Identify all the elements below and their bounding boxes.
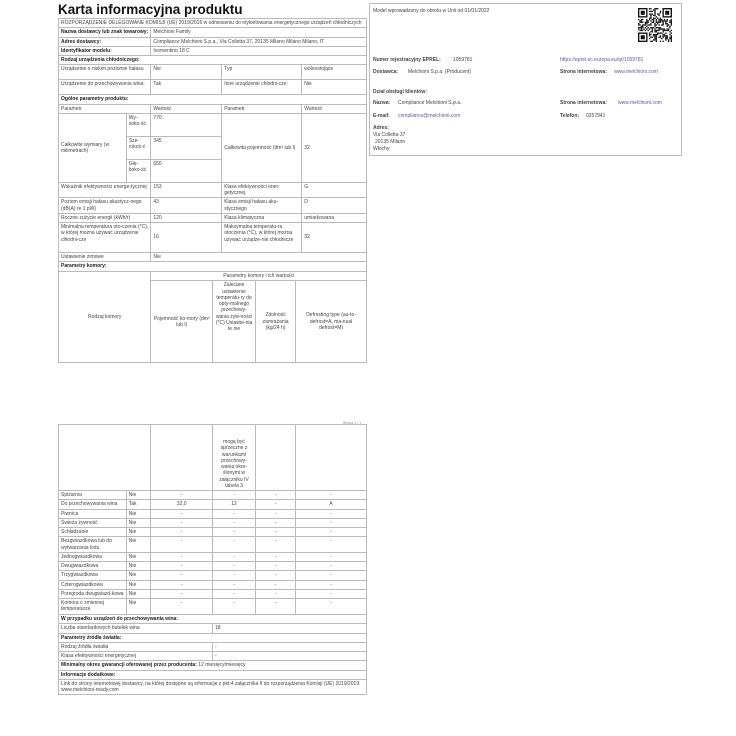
- table-row: [59, 599, 367, 615]
- volume-label: Całkowita pojemność (dm³ lub l): [222, 113, 302, 182]
- address-label-right: Adres:: [373, 125, 389, 131]
- compartment-defrost: -: [296, 589, 367, 598]
- compartment-name: Czterogwiazdkowa: [59, 580, 127, 589]
- compartment-defrost: -: [296, 571, 367, 580]
- max-temp-label: Maksymalna temperatu-ra otoczenia (°C), w której można używać urządze-nie chłodnicze: [222, 223, 302, 253]
- noise-label: Poziom emisji hałasu akustycz-nego (dB(A) re 1 pW): [59, 198, 151, 214]
- compartment-volume: -: [151, 509, 213, 518]
- winter-label: Ustawienie zimowe: [59, 253, 151, 262]
- compartment-freeze: -: [256, 500, 296, 509]
- compartment-temp: -: [212, 589, 255, 598]
- type-value: wolnostojące: [302, 65, 367, 80]
- regulation-text: ROZPORZĄDZENIE DELEGOWANE KOMISJI (UE) 2019/2016 w odniesieniu do etykietowania energetycznego urządzeń chłodniczych: [59, 19, 367, 28]
- supplier-name-value: Melchioni Family: [151, 28, 367, 37]
- energy-class-value: G: [302, 182, 367, 198]
- table-row: [59, 571, 367, 580]
- compartment-name: Piwnica: [59, 509, 127, 518]
- compartment-temp: -: [212, 509, 255, 518]
- wine-label: Urządzenie do przechowywania wina:: [59, 80, 151, 95]
- light-type-value: -: [213, 642, 367, 651]
- general-heading: Ogólne parametry produktu:: [59, 95, 367, 104]
- compartment-volume: -: [151, 518, 213, 527]
- bottles-value: 18: [213, 624, 367, 633]
- model-value: Ivomentino 18 C: [151, 46, 367, 55]
- address-line-3: Włochy: [373, 146, 390, 152]
- compartment-defrost: -: [296, 518, 367, 527]
- table-row: [59, 528, 367, 537]
- reg-value: 1059781: [453, 57, 473, 63]
- light-class-value: -: [213, 652, 367, 661]
- compartment-present: Nie: [126, 528, 151, 537]
- web2-label: Strona internetowa:: [560, 100, 607, 106]
- compartment-name: Świeża żywność: [59, 518, 127, 527]
- aec-label: Roczne zużycie energii (kWh/r): [59, 213, 151, 222]
- compartment-name: Do przechowywania wina: [59, 500, 127, 509]
- noise-value: 43: [151, 198, 222, 214]
- depth-value: 650: [151, 159, 222, 182]
- compartment-freeze: -: [256, 528, 296, 537]
- eprel-panel: [369, 3, 682, 156]
- compartment-name: Trzygwiazdkowa: [59, 571, 127, 580]
- guarantee-label: Minimalny okres gwarancji oferowanej przez producenta:: [61, 662, 197, 669]
- depth-label: Głę-boko-ść: [126, 159, 151, 182]
- table-row: [59, 500, 367, 509]
- table-row: [59, 552, 367, 561]
- table-row: [59, 509, 367, 518]
- compartment-volume: -: [151, 528, 213, 537]
- phone-label: Telefon:: [560, 113, 580, 119]
- reg-label: Numer rejestracyjny EPREL:: [373, 57, 441, 63]
- compartment-name: Dwugwiazdkowa: [59, 562, 127, 571]
- info-table-bottom: [58, 424, 367, 695]
- compartment-present: Nie: [126, 562, 151, 571]
- supplier-label-right: Dostawca:: [373, 69, 399, 75]
- compartment-temp: -: [212, 537, 255, 553]
- compartment-temp: -: [212, 552, 255, 561]
- type-heading: Rodzaj urządzenia chłodniczego:: [59, 56, 367, 65]
- compartment-temp: -: [212, 599, 255, 615]
- max-temp-value: 32: [302, 223, 367, 253]
- phone-value: 0257941: [586, 113, 606, 119]
- contact-heading: Dział obsługi klientów:: [373, 89, 427, 95]
- compartment-name: Schładzanie: [59, 528, 127, 537]
- eei-value: 153: [151, 182, 222, 198]
- table-row: [59, 562, 367, 571]
- guarantee-value: 12 miesięcy/miesięcy: [198, 662, 246, 669]
- height-label: Wy-soko-ść: [126, 113, 151, 136]
- compartment-freeze: -: [256, 589, 296, 598]
- web2-link[interactable]: www.melchioni.com: [618, 100, 662, 106]
- compartment-freeze: -: [256, 518, 296, 527]
- param-header-2: Parametr: [222, 104, 302, 113]
- model-label: Identyfikator modelu:: [59, 46, 151, 55]
- aec-value: 120: [151, 213, 222, 222]
- qr-code-icon[interactable]: [638, 8, 672, 42]
- email-link[interactable]: compliance@melchioni.com: [398, 113, 461, 119]
- compartment-defrost: -: [296, 509, 367, 518]
- compartment-volume-header: Pojemność ko-mory (dm³ lub l): [151, 281, 213, 363]
- volume-value: 32: [302, 113, 367, 182]
- min-temp-value: 16: [151, 223, 222, 253]
- compartment-temp: 12: [212, 500, 255, 509]
- compartment-defrost: -: [296, 599, 367, 615]
- light-type-label: Rodzaj źródła światła: [59, 642, 213, 651]
- other-label: Inne urządzenie chłodni-cze:: [222, 80, 302, 95]
- compartment-defrost: -: [296, 537, 367, 553]
- compartment-name: Przegroda dwugwiazd-kowa: [59, 589, 127, 598]
- light-heading: Parametry źródła światła:: [59, 633, 367, 642]
- winter-value: Nie: [151, 253, 367, 262]
- contact-name-value: Compliance Melchioni S.p.a.: [398, 100, 462, 106]
- compartment-temp: -: [212, 580, 255, 589]
- compartment-freeze: -: [256, 491, 296, 500]
- compartment-name: Spiżarnia: [59, 491, 127, 500]
- width-value: 345: [151, 136, 222, 159]
- compartment-volume: -: [151, 599, 213, 615]
- compartment-temp: -: [212, 518, 255, 527]
- min-temp-label: Minimalna temperatura oto-czenia (°C), w której można używać urządzenie chłodni-cze: [59, 223, 151, 253]
- compartment-present: Nie: [126, 589, 151, 598]
- compartment-volume: 32,0: [151, 500, 213, 509]
- page-number: Strona 1 / 1: [343, 421, 362, 425]
- compartment-freeze: -: [256, 571, 296, 580]
- compartment-temp: -: [212, 562, 255, 571]
- compartment-defrost-header: Defrosting type (au-to-defrost=A, ma-nual defrost=M): [296, 281, 367, 363]
- low-noise-value: Nie: [151, 65, 222, 80]
- compartment-volume: -: [151, 580, 213, 589]
- compartment-temp: -: [212, 491, 255, 500]
- info-table-top: [58, 18, 367, 363]
- value-header: Wartość: [151, 104, 222, 113]
- compartment-freeze: -: [256, 580, 296, 589]
- compartment-temp: -: [212, 528, 255, 537]
- compartment-rows: [59, 491, 367, 615]
- height-value: 770: [151, 113, 222, 136]
- compartment-present: Nie: [126, 599, 151, 615]
- compartment-volume: -: [151, 537, 213, 553]
- contact-name-label: Nazwa:: [373, 100, 391, 106]
- compartment-freeze-header: Zdolność zamrażania (kg/24 h): [256, 281, 296, 363]
- compartment-freeze: -: [256, 562, 296, 571]
- compartment-defrost: -: [296, 580, 367, 589]
- noise-class-label: Klasa emisji hałasu aku-stycznego: [222, 198, 302, 214]
- table-row: [59, 580, 367, 589]
- compartment-volume: -: [151, 562, 213, 571]
- compartment-volume: -: [151, 589, 213, 598]
- bottles-label: Liczba standardowych butelek wina: [59, 624, 213, 633]
- wine-value: Tak: [151, 80, 222, 95]
- compartment-temp: -: [212, 571, 255, 580]
- email-label: E-mail:: [373, 113, 390, 119]
- web-label: Strona internetowa:: [560, 69, 607, 75]
- low-noise-label: Urządzenie o niskim poziomie hałasu: [59, 65, 151, 80]
- supplier-name-label: Nazwa dostawcy lub znak towarowy:: [59, 28, 151, 37]
- address-line-2: 20135 Milano: [375, 139, 406, 145]
- supplier-address-value: Compliance Melchioni S.p.a., Via Colletta 37, 20135 Milano Milano Milano, IT: [151, 37, 367, 46]
- table-row: [59, 589, 367, 598]
- climate-class-value: umiarkowana: [302, 213, 367, 222]
- compartment-present: Nie: [126, 580, 151, 589]
- compartment-volume: -: [151, 491, 213, 500]
- compartment-present: Nie: [126, 571, 151, 580]
- wine-heading: W przypadku urządzeń do przechowywania wina:: [59, 615, 367, 624]
- light-class-label: Klasa efektywności energetycznej: [59, 652, 213, 661]
- compartment-defrost: -: [296, 562, 367, 571]
- page-title: Karta informacyjna produktu: [58, 2, 243, 17]
- compartment-params-header: Parametry komory i ich wartości: [151, 272, 367, 281]
- eprel-link[interactable]: https://eprel.ec.europa.eu/qr/1059781: [560, 57, 644, 63]
- compartment-temp-header: Zalecane ustawienie temperatu-ry do opty-malnego przechowy-wania żyw-ności (°C) Ustawie-nia te nie: [212, 281, 255, 363]
- compartment-defrost: A: [296, 500, 367, 509]
- climate-class-label: Klasa klimatyczna: [222, 213, 302, 222]
- value-header-2: Wartość: [302, 104, 367, 113]
- param-header: Parametr: [59, 104, 151, 113]
- compartment-present: Nie: [126, 491, 151, 500]
- supplier-address-label: Adres dostawcy:: [59, 37, 151, 46]
- compartments-heading: Parametry komory:: [59, 262, 367, 271]
- compartment-freeze: -: [256, 552, 296, 561]
- compartment-defrost: -: [296, 528, 367, 537]
- compartment-defrost: -: [296, 552, 367, 561]
- compartment-type-header: Rodzaj komory: [59, 272, 151, 363]
- compartment-present: Nie: [126, 552, 151, 561]
- type-label: Typ: [222, 65, 302, 80]
- width-label: Sze-rokoś-ć: [126, 136, 151, 159]
- dimensions-label: Całkowite wymiary (w milimetrach): [59, 113, 127, 182]
- guarantee-row: [59, 661, 367, 670]
- compartment-name: Jednogwiazdkowa: [59, 552, 127, 561]
- compartment-freeze: -: [256, 537, 296, 553]
- compartment-freeze: -: [256, 599, 296, 615]
- compartment-present: Nie: [126, 537, 151, 553]
- compartment-freeze: -: [256, 509, 296, 518]
- other-value: Nie: [302, 80, 367, 95]
- web-link[interactable]: www.melchioni.com: [614, 69, 658, 75]
- compartment-volume: -: [151, 552, 213, 561]
- additional-heading: Informacje dodatkowe:: [59, 670, 367, 679]
- table-row: [59, 537, 367, 553]
- table-row: [59, 518, 367, 527]
- compartment-defrost: -: [296, 491, 367, 500]
- supplier-value-right: Melchioni S.p.a. (Producent): [408, 69, 472, 75]
- compartment-volume: -: [151, 571, 213, 580]
- compartment-present: Tak: [126, 500, 151, 509]
- table-row: [59, 491, 367, 500]
- model-notice: Model wprowadzony do obrotu w Unii od 01/01/2022: [373, 8, 490, 14]
- compartment-name: Bezgwiazdkowa lub do wytwarzania lodu: [59, 537, 127, 553]
- compartment-temp-header-cont: mogą być sprzeczne z warunkami przechowy-wania okre-ślonymi w załączniku IV tabela 3: [212, 425, 255, 491]
- compartment-present: Nie: [126, 509, 151, 518]
- compartment-present: Nie: [126, 518, 151, 527]
- energy-class-label: Klasa efektywności ener-getycznej: [222, 182, 302, 198]
- address-line-1: Via Colletta 37: [373, 132, 406, 138]
- compartment-name: Komora o zmiennej temperaturze: [59, 599, 127, 615]
- noise-class-value: D: [302, 198, 367, 214]
- additional-text: Link do strony internetowej dostawcy, na której dostępne są informacje z pkt 4 załącznika II do rozporządzenia Komisji (UE) 2019/2019: www.melchioni-ready.com: [59, 679, 367, 695]
- eei-label: Wskaźnik efektywności energe-tycznej: [59, 182, 151, 198]
